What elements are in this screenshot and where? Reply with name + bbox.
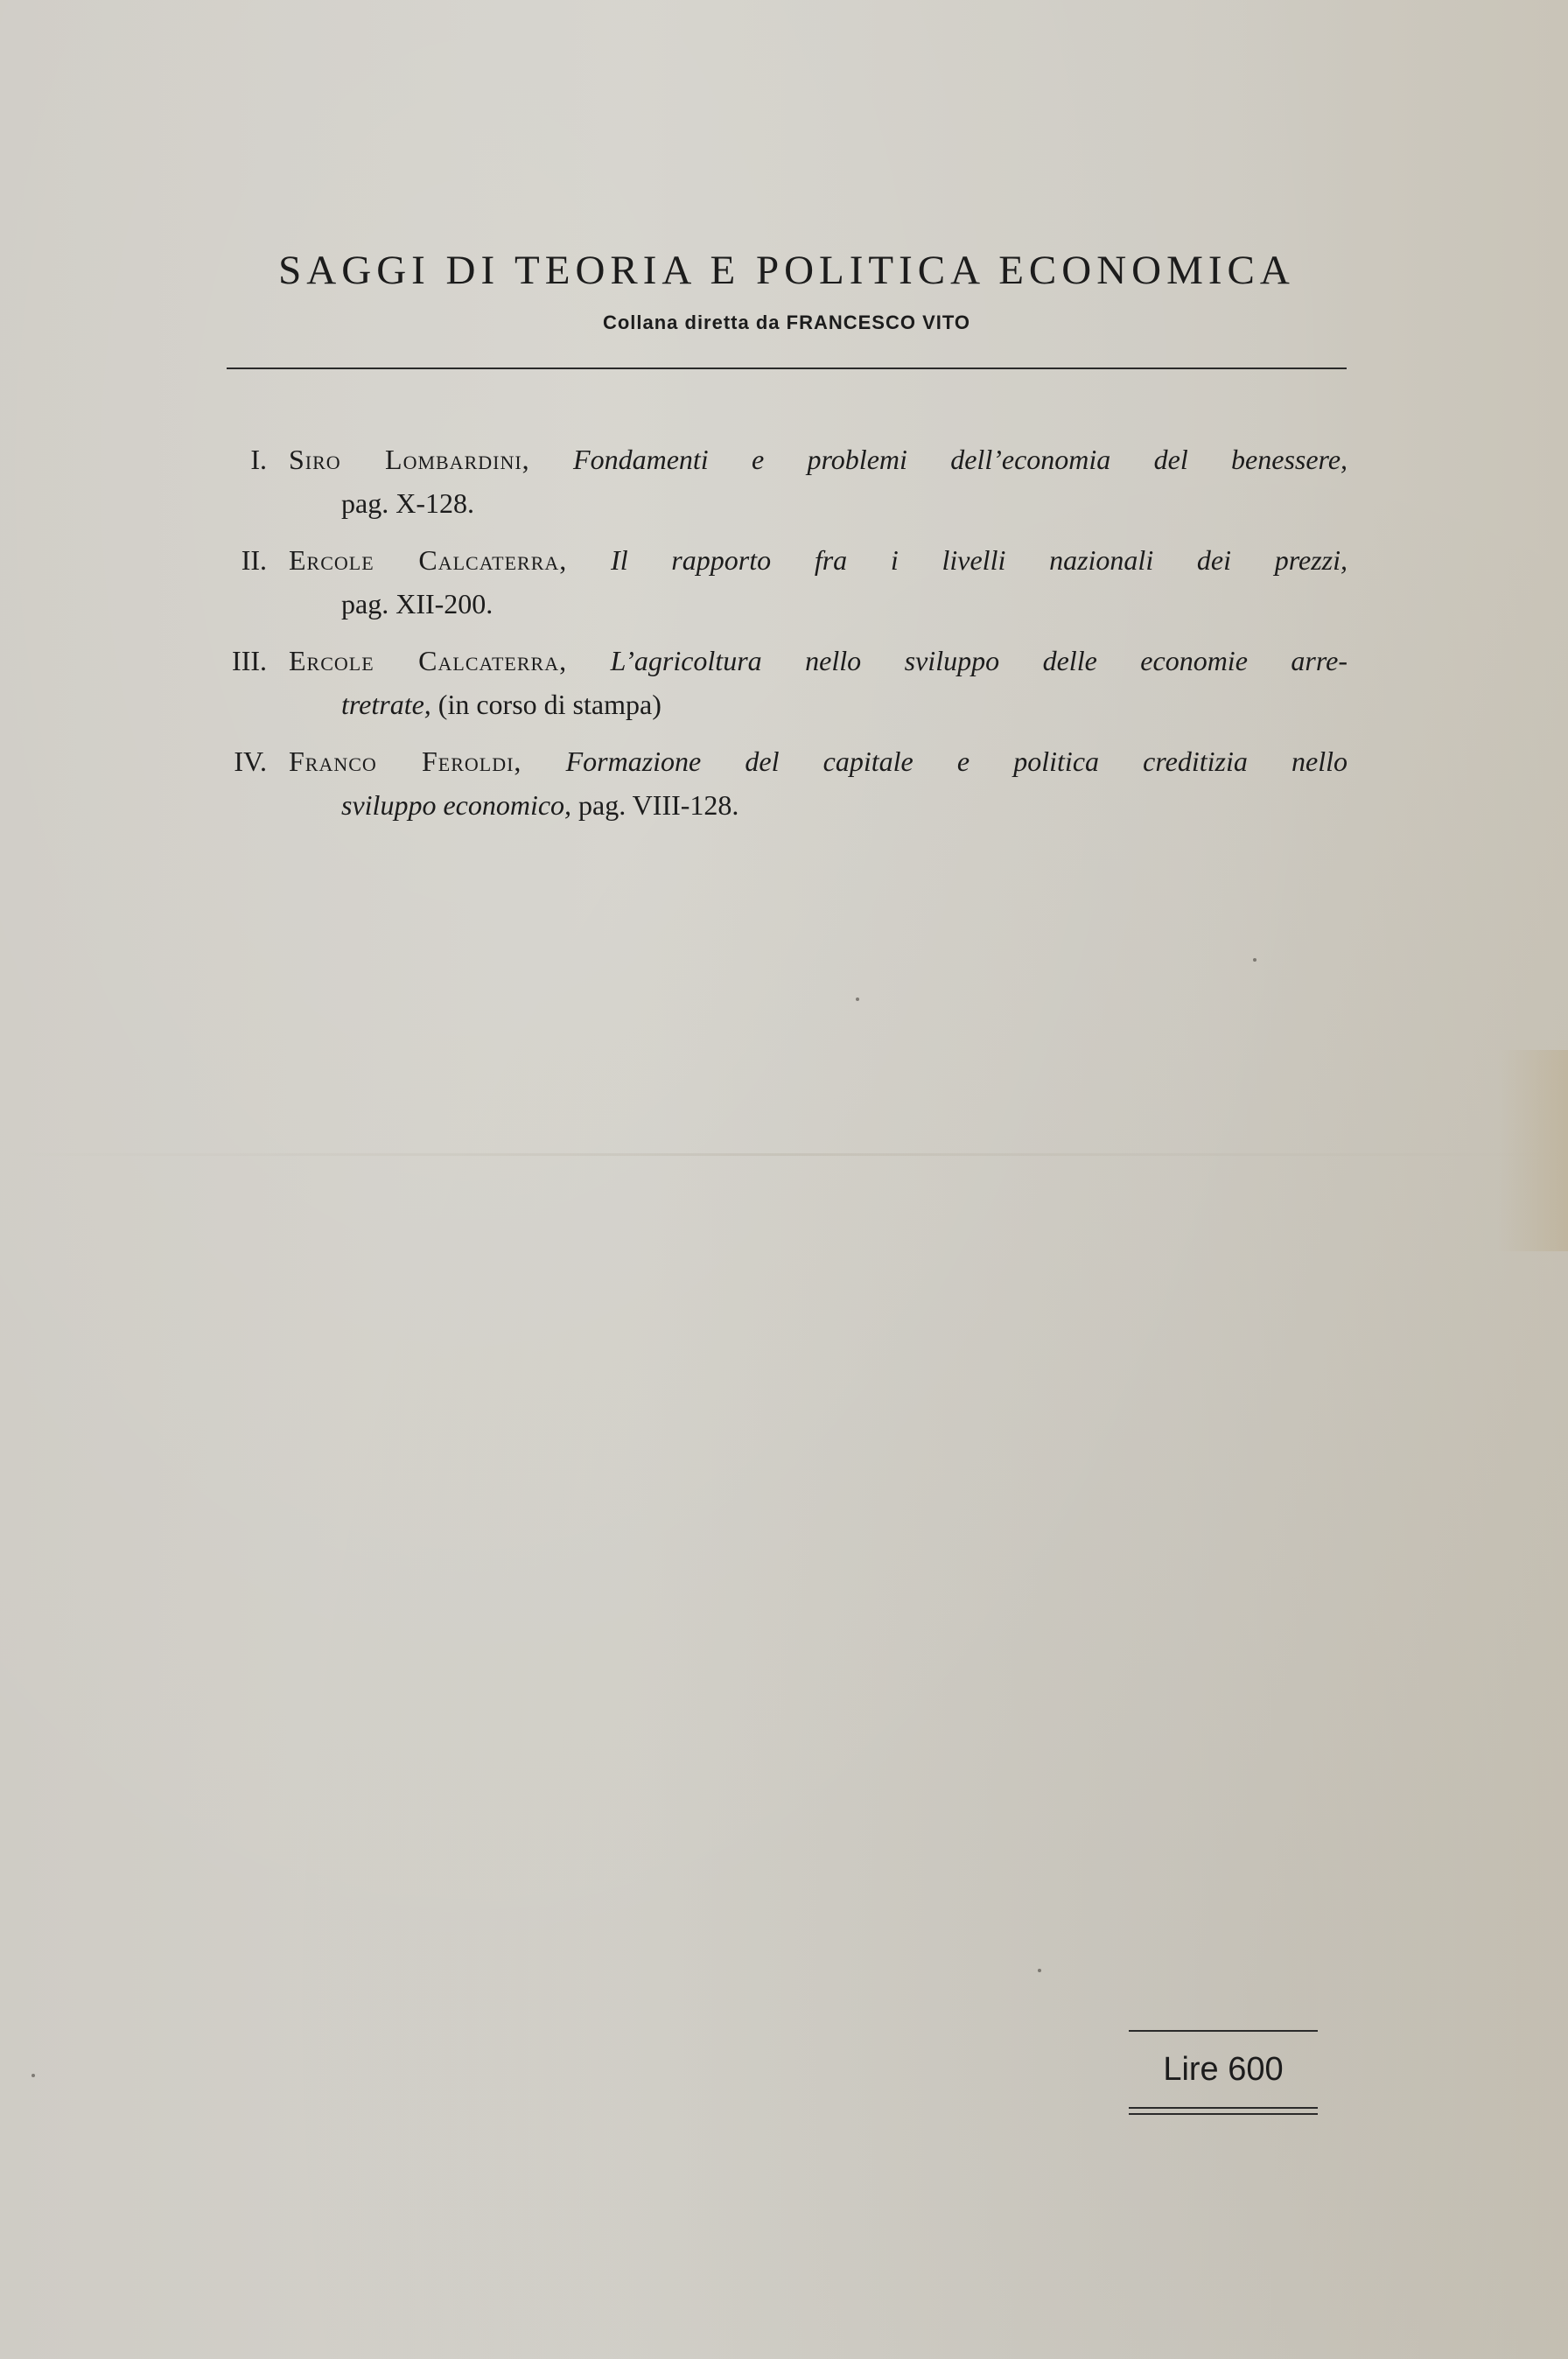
entry-title: L’agricoltura nello sviluppo delle economie arre- <box>610 645 1348 676</box>
entry-line-1 <box>289 438 1348 481</box>
entry-number: III. <box>232 645 267 676</box>
entry-line-2 <box>341 682 1348 726</box>
entry-number: I. <box>250 444 267 475</box>
entry-line-1 <box>289 739 1348 783</box>
entry-author: Ercole Calcaterra, <box>289 544 568 576</box>
entry-author: Franco Feroldi, <box>289 746 522 777</box>
entry-number: IV. <box>234 746 267 777</box>
entry-line-2 <box>341 481 1348 525</box>
paper-speck <box>1253 958 1256 962</box>
paper-speck <box>32 2074 35 2077</box>
entry-pages: pag. VIII-128. <box>571 789 739 821</box>
entry-number: II. <box>241 544 267 576</box>
entry-pages: pag. XII-200. <box>341 588 494 620</box>
entry-line-1 <box>289 639 1348 682</box>
entry-line-2 <box>341 783 1348 827</box>
paper-speck <box>856 998 859 1001</box>
entry-title: Fondamenti e problemi dell’economia del benessere, <box>573 444 1348 475</box>
series-subtitle: Collana diretta da FRANCESCO VITO <box>602 312 971 333</box>
edge-stain <box>1498 1050 1568 1251</box>
price-rule-bottom-double <box>1129 2113 1318 2115</box>
paper-crease <box>0 1153 1568 1156</box>
entry-author: Ercole Calcaterra, <box>289 645 568 676</box>
entry-title-continued: tretrate, <box>341 689 431 720</box>
series-entry-3 <box>219 639 1348 726</box>
entry-line-2 <box>341 582 1348 626</box>
header-rule <box>227 368 1347 369</box>
series-entry-1 <box>219 438 1348 525</box>
series-list <box>219 438 1348 840</box>
entry-title: Formazione del capitale e politica creditizia nello <box>565 746 1348 777</box>
paper-speck <box>1038 1969 1041 1972</box>
entry-line-1 <box>289 538 1348 582</box>
series-title: SAGGI DI TEORIA E POLITICA ECONOMICA <box>278 248 1295 293</box>
price-rule-bottom <box>1129 2107 1318 2109</box>
series-entry-4 <box>219 739 1348 827</box>
price-box <box>1129 2030 1318 2115</box>
entry-author: Siro Lombardini, <box>289 444 530 475</box>
entry-pages: pag. X-128. <box>341 487 474 519</box>
entry-title-continued: sviluppo economico, <box>341 789 572 821</box>
series-entry-2 <box>219 538 1348 626</box>
price-label: Lire 600 <box>1163 2051 1284 2088</box>
entry-title: Il rapporto fra i livelli nazionali dei prezzi, <box>611 544 1348 576</box>
entry-status: (in corso di stampa) <box>430 689 662 720</box>
